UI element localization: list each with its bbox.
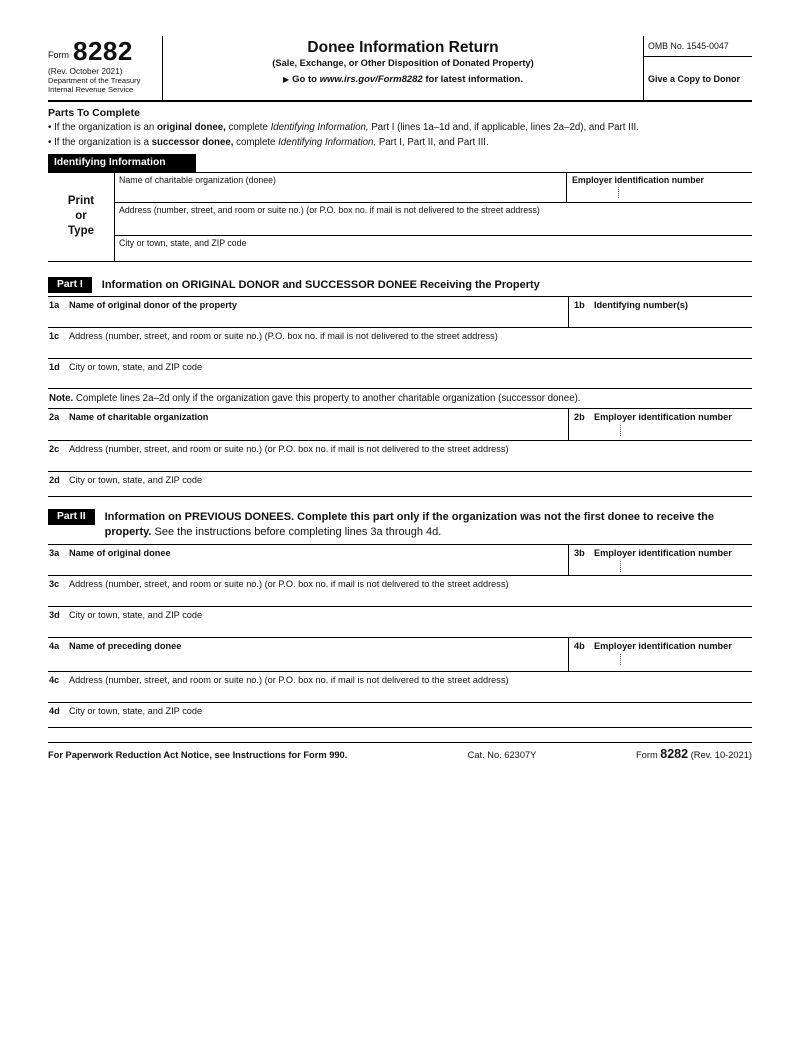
- row-donee-name-ein: [115, 173, 752, 203]
- field-2b-ein[interactable]: [568, 409, 752, 440]
- identifying-information-bar: Identifying Information: [48, 154, 196, 171]
- line-4c-label: Address (number, street, and room or suite no.) (or P.O. box no. if mail is not delivered to the street address): [69, 674, 509, 685]
- line-1b-label: Identifying number(s): [594, 299, 688, 310]
- part2-badge: Part II: [48, 509, 95, 525]
- catalog-number: Cat. No. 62307Y: [467, 749, 537, 760]
- part1-badge: Part I: [48, 277, 92, 293]
- footer-form-revision: (Rev. 10-2021): [688, 749, 752, 760]
- donee-address-label: Address (number, street, and room or suite no.) (or P.O. box no. if mail is not delivered to the street address): [119, 204, 540, 215]
- row-donee-city: [115, 236, 752, 261]
- line-2d-number: 2d: [49, 474, 60, 485]
- bullet1-italic: Identifying Information,: [270, 122, 369, 133]
- line-3c-number: 3c: [49, 578, 60, 589]
- field-2d-org-city[interactable]: [48, 472, 752, 496]
- field-2c-org-address[interactable]: [48, 441, 752, 471]
- omb-box: [644, 36, 752, 100]
- goto-line: [169, 74, 637, 85]
- bullet2-mid: complete: [233, 137, 279, 149]
- instruction-bullet-successor-donee: [48, 136, 752, 149]
- field-4b-ein[interactable]: [568, 638, 752, 671]
- form-word-label: Form: [48, 50, 69, 60]
- bullet2-italic: Identifying Information,: [278, 137, 377, 149]
- donee-name-field[interactable]: [115, 173, 566, 202]
- form-number: 8282: [73, 36, 133, 66]
- print-line-1: Print: [67, 195, 95, 208]
- form-subtitle: (Sale, Exchange, or Other Disposition of Donated Property): [272, 58, 534, 68]
- line-1d-label: City or town, state, and ZIP code: [69, 361, 203, 372]
- row-4c: [48, 672, 752, 703]
- print-line-2: or: [75, 210, 87, 223]
- line-4d-number: 4d: [49, 705, 60, 716]
- agency-line-2: Internal Revenue Service: [48, 85, 134, 95]
- print-or-type-label: [48, 173, 115, 261]
- field-1c-donor-address[interactable]: [48, 328, 752, 358]
- field-4d-preceding-donee-city[interactable]: [48, 703, 752, 727]
- donee-ein-field[interactable]: [566, 173, 752, 202]
- line-4a-label: Name of preceding donee: [69, 640, 182, 651]
- footer-form-label: Form: [636, 749, 661, 760]
- field-1d-donor-city[interactable]: [48, 359, 752, 388]
- row-3d: [48, 607, 752, 638]
- field-3a-original-donee-name[interactable]: [48, 545, 568, 575]
- line-4a-number: 4a: [49, 640, 60, 651]
- ein-dash-separator: [620, 654, 621, 665]
- ein-dash-separator: [620, 561, 621, 572]
- field-1b-identifying-numbers[interactable]: [568, 297, 752, 327]
- line-3b-number: 3b: [574, 547, 585, 558]
- ein-dash-separator: [620, 425, 621, 436]
- part1-header: [48, 277, 752, 297]
- line-4b-number: 4b: [574, 640, 585, 651]
- goto-suffix: for latest information.: [422, 74, 524, 85]
- line-3d-label: City or town, state, and ZIP code: [69, 609, 203, 620]
- identifying-information-table: [48, 172, 752, 262]
- omb-number: OMB No. 1545-0047: [644, 36, 752, 57]
- line-4b: [574, 641, 750, 652]
- form-id: [48, 38, 158, 64]
- identifying-information-section: [48, 154, 752, 171]
- form-revision: (Rev. October 2021): [48, 66, 123, 76]
- row-donee-address: [115, 203, 752, 236]
- line-4c-number: 4c: [49, 674, 60, 685]
- part1-note: [48, 389, 752, 409]
- part1-heading: Information on ORIGINAL DONOR and SUCCESSOR DONEE Receiving the Property: [101, 278, 540, 291]
- form-content: [48, 36, 752, 761]
- bullet2-post: Part I, Part II, and Part III.: [376, 137, 489, 149]
- line-2a-label: Name of charitable organization: [69, 411, 209, 422]
- line-2c-number: 2c: [49, 443, 60, 454]
- donee-ein-label: Employer identification number: [572, 174, 704, 185]
- print-line-3: Type: [68, 224, 94, 237]
- row-2c: [48, 441, 752, 472]
- part2-heading: [105, 509, 752, 541]
- form-footer: [48, 742, 752, 761]
- paperwork-reduction-notice: For Paperwork Reduction Act Notice, see Instructions for Form 990.: [48, 749, 348, 760]
- donee-city-label: City or town, state, and ZIP code: [119, 237, 247, 248]
- form-title-box: [163, 36, 644, 100]
- row-1c: [48, 328, 752, 359]
- line-2b: [574, 412, 750, 423]
- line-1c-label: Address (number, street, and room or suite no.) (P.O. box no. if mail is not delivered to the street address): [69, 330, 498, 341]
- field-1a-original-donor-name[interactable]: [48, 297, 568, 327]
- line-3d-number: 3d: [49, 609, 60, 620]
- bullet1-bold: original donee,: [156, 122, 226, 133]
- row-3c: [48, 576, 752, 607]
- field-3b-ein[interactable]: [568, 545, 752, 575]
- bullet1-pre: • If the organization is an: [48, 122, 157, 133]
- line-1a-label: Name of original donor of the property: [69, 299, 237, 310]
- line-1b: [574, 300, 750, 311]
- instruction-bullet-original-donee: [48, 121, 752, 134]
- field-4c-preceding-donee-address[interactable]: [48, 672, 752, 702]
- note-bold: Note.: [49, 392, 74, 404]
- line-3c-label: Address (number, street, and room or suite no.) (or P.O. box no. if mail is not delivered to the street address): [69, 578, 509, 589]
- page-title: Donee Information Return: [307, 39, 499, 56]
- line-2a-number: 2a: [49, 411, 60, 422]
- form-number-box: [48, 36, 163, 100]
- bullet1-post: Part I (lines 1a–1d and, if applicable, lines 2a–2d), and Part III.: [368, 122, 639, 133]
- row-4d: [48, 703, 752, 728]
- row-2d: [48, 472, 752, 497]
- parts-to-complete-heading: Parts To Complete: [48, 107, 140, 119]
- line-3b-label: Employer identification number: [594, 547, 732, 558]
- goto-prefix: Go to: [292, 74, 320, 85]
- note-text: Complete lines 2a–2d only if the organization gave this property to another charitable organization (successor donee).: [73, 392, 581, 404]
- form-header: [48, 36, 752, 102]
- line-3b: [574, 548, 750, 559]
- line-1b-number: 1b: [574, 299, 585, 310]
- row-4a-4b: [48, 638, 752, 672]
- footer-form-id: [592, 747, 752, 761]
- bullet2-pre: • If the organization is a: [48, 137, 152, 149]
- part2-heading-regular: See the instructions before completing lines 3a through 4d.: [151, 526, 442, 539]
- part2-heading-bold: Information on PREVIOUS DONEES. Complete this part only if the organization was not the first donee to receive the property.: [104, 510, 714, 539]
- line-3a-number: 3a: [49, 547, 60, 558]
- field-4a-preceding-donee-name[interactable]: [48, 638, 568, 671]
- field-3c-donee-address[interactable]: [48, 576, 752, 606]
- bullet2-bold: successor donee,: [151, 137, 234, 149]
- give-copy-label: Give a Copy to Donor: [648, 73, 741, 84]
- line-3a-label: Name of original donee: [69, 547, 171, 558]
- donee-name-label: Name of charitable organization (donee): [119, 174, 276, 185]
- row-3a-3b: [48, 545, 752, 576]
- arrow-right-icon: ▶: [282, 75, 290, 84]
- agency-line-1: Department of the Treasury: [48, 76, 141, 85]
- bullet1-mid: complete: [225, 122, 271, 133]
- field-2a-charitable-org-name[interactable]: [48, 409, 568, 440]
- line-2d-label: City or town, state, and ZIP code: [69, 474, 203, 485]
- identifying-fields: [115, 173, 752, 261]
- line-1d-number: 1d: [49, 361, 60, 372]
- donee-address-field[interactable]: [115, 203, 752, 235]
- row-2a-2b: [48, 409, 752, 441]
- field-3d-donee-city[interactable]: [48, 607, 752, 637]
- line-4d-label: City or town, state, and ZIP code: [69, 705, 203, 716]
- line-1c-number: 1c: [49, 330, 60, 341]
- part2-header: [48, 509, 752, 545]
- line-2c-label: Address (number, street, and room or suite no.) (or P.O. box no. if mail is not delivered to the street address): [69, 443, 509, 454]
- ein-dash-separator: [618, 187, 619, 198]
- line-4b-label: Employer identification number: [594, 640, 732, 651]
- line-2b-label: Employer identification number: [594, 411, 732, 422]
- form-url-link[interactable]: www.irs.gov/Form8282: [319, 74, 423, 85]
- footer-form-number: 8282: [660, 746, 689, 761]
- row-1d: [48, 359, 752, 389]
- line-1a-number: 1a: [49, 299, 60, 310]
- row-1a-1b: [48, 297, 752, 328]
- donee-city-field[interactable]: [115, 236, 752, 261]
- line-2b-number: 2b: [574, 411, 585, 422]
